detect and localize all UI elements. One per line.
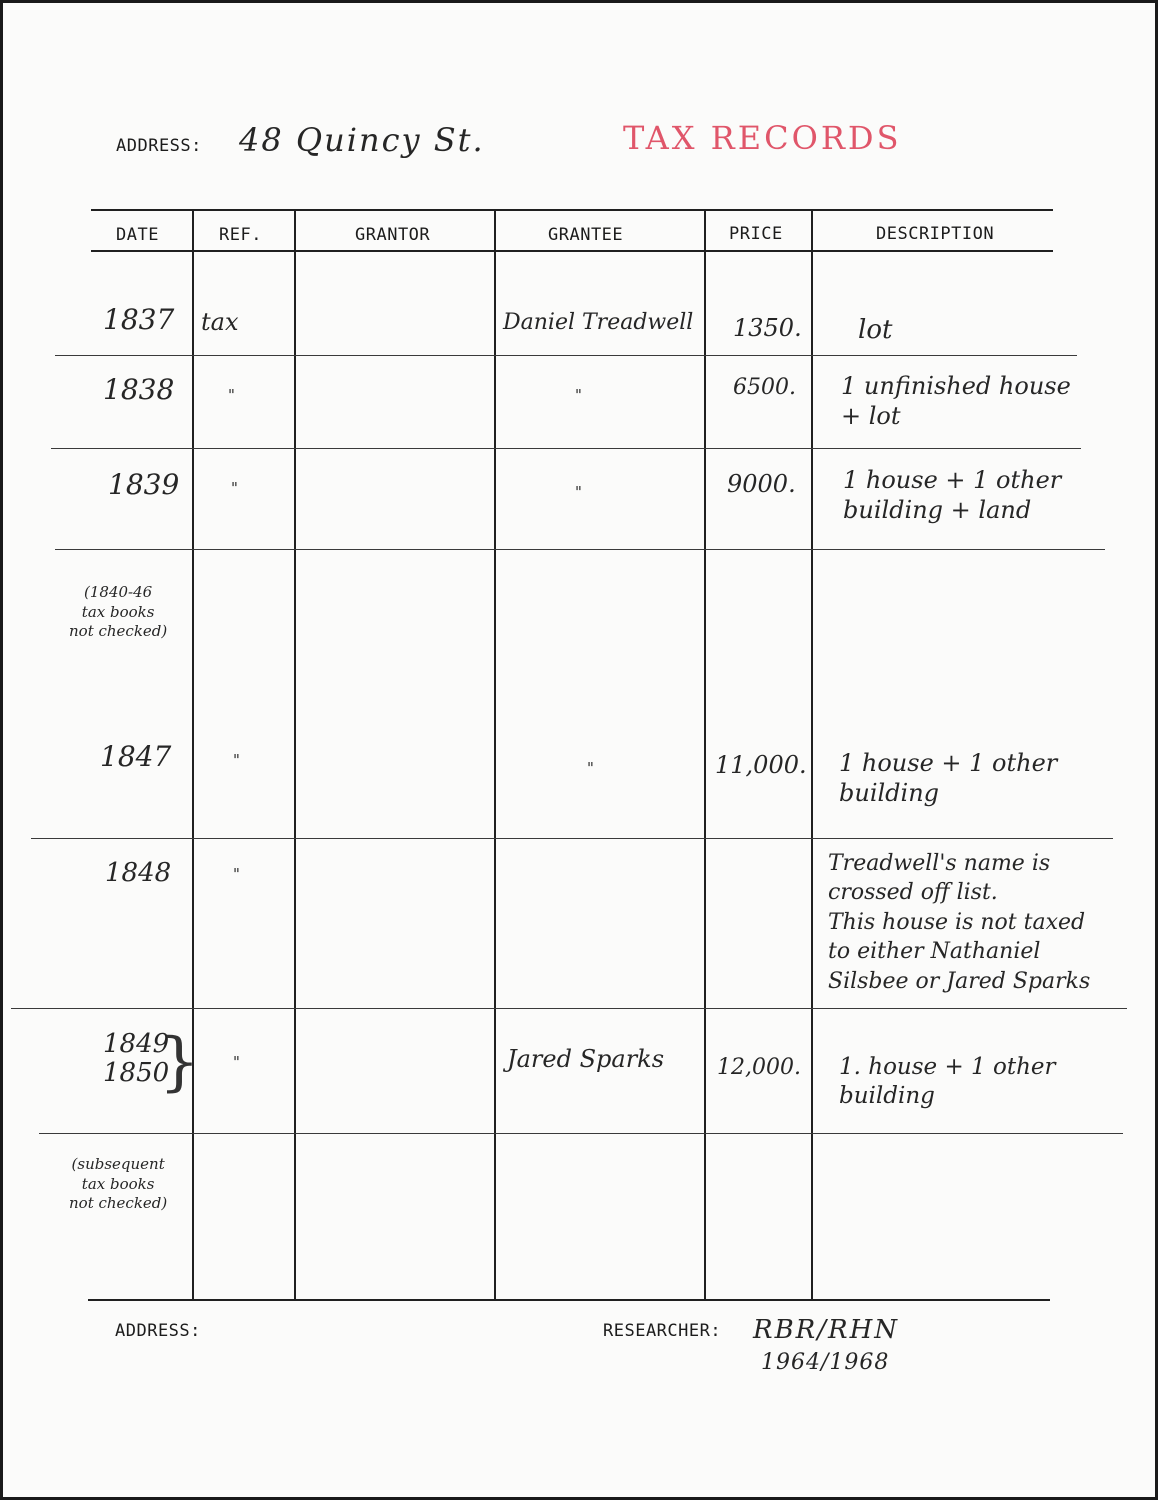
table-cell-date-note: (1840-46 tax books not checked) <box>69 583 168 640</box>
record-sheet <box>3 3 1155 1497</box>
row-separator <box>51 448 1081 449</box>
column-divider <box>494 209 496 1301</box>
table-cell-date: 1848 <box>105 858 172 888</box>
brace-mark: } <box>159 1025 200 1099</box>
column-header-date: DATE <box>116 225 159 245</box>
table-cell-grantee: Jared Sparks <box>507 1045 665 1073</box>
column-header-grantor: GRANTOR <box>355 225 431 245</box>
table-cell-date: 1847 <box>100 740 172 773</box>
footer-address-label: ADDRESS: <box>115 1321 201 1341</box>
table-cell-description: lot <box>858 315 893 345</box>
row-separator <box>55 355 1077 356</box>
table-cell-grantee: Daniel Treadwell <box>503 310 694 335</box>
column-divider <box>811 209 813 1301</box>
row-separator <box>11 1008 1127 1009</box>
column-divider <box>192 209 194 1301</box>
table-cell-price: 11,000. <box>715 751 807 779</box>
column-header-ref: REF. <box>219 225 262 245</box>
table-cell-grantee: " <box>587 759 594 777</box>
table-header-rule <box>91 250 1053 252</box>
table-cell-ref: " <box>231 479 238 497</box>
researcher-value: RBR/RHN <box>753 1315 900 1345</box>
table-cell-price: 1350. <box>733 314 802 342</box>
row-separator <box>39 1133 1123 1134</box>
table-cell-ref: " <box>233 751 240 769</box>
tax-records-stamp: TAX RECORDS <box>623 119 902 157</box>
table-cell-date: 1839 <box>108 468 180 501</box>
address-label: ADDRESS: <box>116 136 202 156</box>
researcher-years: 1964/1968 <box>761 1350 890 1375</box>
table-cell-date: 1849 1850 <box>103 1029 170 1089</box>
table-cell-price: 9000. <box>727 470 796 498</box>
column-header-grantee: GRANTEE <box>548 225 624 245</box>
column-divider <box>704 209 706 1301</box>
table-cell-ref: " <box>233 865 240 883</box>
table-cell-date-note: (subsequent tax books not checked) <box>69 1155 168 1212</box>
table-top-rule <box>91 209 1053 211</box>
table-cell-ref: " <box>228 386 235 404</box>
table-cell-grantee: " <box>575 483 582 501</box>
table-cell-grantee: " <box>575 386 582 404</box>
table-cell-price: 12,000. <box>717 1055 801 1080</box>
table-cell-description: 1 unfinished house + lot <box>841 372 1071 430</box>
row-separator <box>31 838 1113 839</box>
column-header-description: DESCRIPTION <box>876 224 995 244</box>
table-cell-description: 1 house + 1 other building <box>839 749 1058 807</box>
column-header-price: PRICE <box>729 224 783 244</box>
table-cell-description: 1 house + 1 other building + land <box>843 466 1062 524</box>
researcher-label: RESEARCHER: <box>603 1321 722 1341</box>
table-cell-description: Treadwell's name is crossed off list. This house is not taxed to either Nathaniel Silsbee or Jared Sparks <box>828 851 1091 994</box>
table-bottom-rule <box>88 1299 1050 1301</box>
table-cell-ref: tax <box>201 308 239 336</box>
table-cell-description: 1. house + 1 other building <box>839 1054 1056 1109</box>
table-cell-ref: " <box>233 1053 240 1071</box>
table-cell-date: 1838 <box>103 373 175 406</box>
address-value: 48 Quincy St. <box>239 121 485 159</box>
column-divider <box>294 209 296 1301</box>
table-cell-date: 1837 <box>103 303 175 336</box>
row-separator <box>55 549 1105 550</box>
table-cell-price: 6500. <box>733 375 796 400</box>
